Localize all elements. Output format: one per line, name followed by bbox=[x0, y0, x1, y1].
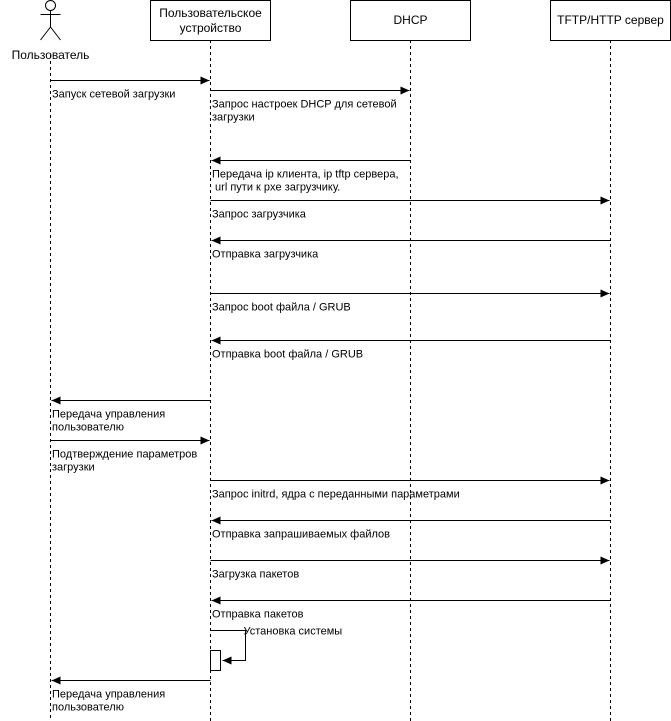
actor-figure-icon bbox=[41, 1, 61, 41]
message-label: Передача управления пользователю bbox=[52, 408, 166, 434]
message-7 bbox=[212, 341, 611, 361]
participant-label: DHCP bbox=[393, 13, 428, 27]
message-8 bbox=[52, 401, 211, 434]
message-label: Отправка пакетов bbox=[212, 608, 304, 621]
message-label: Запрос boot файла / GRUB bbox=[212, 301, 351, 314]
participant-label: TFTP/HTTP сервер bbox=[557, 13, 664, 27]
participant-device bbox=[151, 1, 271, 41]
message-label: Подтверждение параметров загрузки bbox=[52, 448, 198, 474]
message-label: Запрос настроек DHCP для сетевой загрузки bbox=[212, 98, 397, 124]
participant-dhcp bbox=[351, 1, 471, 41]
message-label: Отправка запрашиваемых файлов bbox=[212, 528, 390, 541]
participant-label: Пользовательское устройство bbox=[159, 6, 262, 35]
message-label: Передача ip клиента, ip tftp сервера, url пути к pxe загрузчику. bbox=[212, 168, 399, 194]
message-label: Передача управления пользователю bbox=[52, 688, 166, 714]
message-14 bbox=[211, 626, 343, 671]
message-label: Загрузка пакетов bbox=[212, 568, 300, 581]
message-label: Запрос initrd, ядра с переданными параметрами bbox=[212, 488, 460, 501]
message-11 bbox=[212, 521, 611, 541]
participant-server bbox=[551, 1, 671, 41]
participant-label: Пользователь bbox=[11, 48, 90, 62]
message-10 bbox=[211, 481, 610, 501]
message-2 bbox=[211, 91, 410, 124]
message-9 bbox=[51, 441, 210, 474]
message-label: Отправка загрузчика bbox=[212, 248, 319, 261]
activation-bar bbox=[211, 651, 221, 671]
message-label: Установка системы bbox=[243, 625, 343, 638]
message-3 bbox=[212, 161, 411, 194]
message-label: Запуск сетевой загрузки bbox=[52, 88, 176, 101]
message-1 bbox=[51, 81, 210, 101]
message-15 bbox=[52, 681, 211, 714]
message-label: Отправка boot файла / GRUB bbox=[212, 348, 364, 361]
message-label: Запрос загрузчика bbox=[212, 208, 306, 221]
actor-user bbox=[12, 1, 90, 63]
